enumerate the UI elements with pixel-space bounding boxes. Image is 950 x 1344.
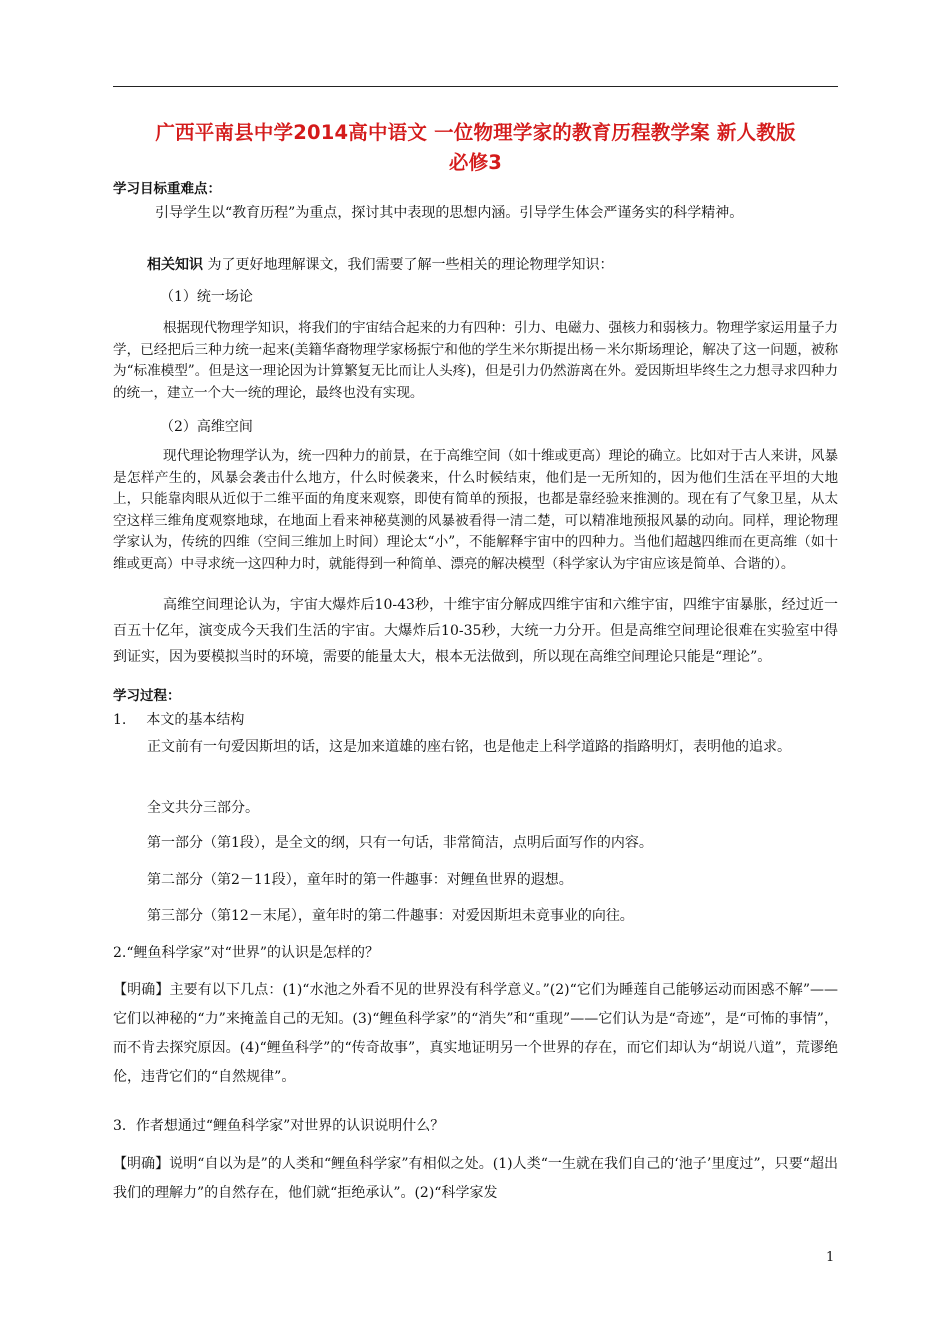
page-number: 1 bbox=[826, 1250, 835, 1265]
topic2-paragraph-2: 高维空间理论认为，宇宙大爆炸后10-43秒，十维宇宙分解成四维宇宙和六维宇宙，四维宇宙暴胀，经过近一百五十亿年，演变成今天我们生活的宇宙。大爆炸后10-35秒，大统一力分开。但是高维空间理论很难在实验室中得到证实，因为要模拟当时的环境，需要的能量太大，根本无法做到，所以现在高维空间理论只能是“理论”。 bbox=[113, 597, 838, 665]
objectives-heading: 学习目标重难点： bbox=[113, 181, 221, 197]
question-1-paragraph-3: 第一部分（第1段），是全文的纲，只有一句话，非常简洁，点明后面写作的内容。 bbox=[147, 835, 653, 851]
question-1-paragraph-4: 第二部分（第2－11段），童年时的第一件趣事：对鲤鱼世界的遐想。 bbox=[147, 872, 573, 888]
question-2-answer-label: 【明确】 bbox=[113, 982, 170, 998]
question-1-number: 1. bbox=[113, 712, 127, 728]
question-3-answer-label: 【明确】 bbox=[113, 1156, 170, 1172]
question-1-paragraph-5: 第三部分（第12－末尾），童年时的第二件趣事：对爱因斯坦未竟事业的向往。 bbox=[147, 908, 634, 924]
topic2-paragraph-1: 现代理论物理学认为，统一四种力的前景，在于高维空间（如十维或更高）理论的确立。比如对于古人来讲，风暴是怎样产生的，风暴会袭击什么地方，什么时候袭来，什么时候结束，他们是一无所知的，因为他们生活在平坦的大地上，只能靠肉眼从近似于二维平面的角度来观察，即使有简单的预报，也都是靠经验来推测的。现在有了气象卫星，从太空这样三维角度观察地球，在地面上看来神秘莫测的风暴被看得一清二楚，可以精准地预报风暴的动向。同样，理论物理学家认为，传统的四维（空间三维加上时间）理论太“小”，不能解释宇宙中的四种力。当他们超越四维而在更高维（如十维或更高）中寻求统一这四种力时，就能得到一种简单、漂亮的解决模型（科学家认为宇宙应该是简单、合谐的）。 bbox=[113, 448, 838, 572]
question-1-title bbox=[113, 707, 838, 733]
question-2-answer-text: 主要有以下几点：(1)“水池之外看不见的世界没有科学意义。”(2)“它们为睡莲自己能够运动而困惑不解”——它们以神秘的“力”来掩盖自己的无知。(3)“鲤鱼科学家”的“消失”和“重现”——它们认为是“奇迹”，是“可怖的事情”，而不肯去探究原因。(4)“鲤鱼科学”的“传奇故事”，真实地证明另一个世界的存在，而它们却认为“胡说八道”，荒谬绝伦，违背它们的“自然规律”。 bbox=[113, 982, 839, 1085]
question-3-answer-text: 说明“自以为是”的人类和“鲤鱼科学家”有相似之处。(1)人类“一生就在我们自己的‘池子’里度过”，只要“超出我们的理解力”的自然存在，他们就“拒绝承认”。(2)“科学家发 bbox=[113, 1156, 839, 1201]
topic2-heading: （2）高维空间 bbox=[160, 419, 253, 435]
process-heading: 学习过程： bbox=[113, 688, 181, 704]
related-knowledge bbox=[113, 252, 838, 278]
topic1-heading: （1）统一场论 bbox=[160, 289, 253, 305]
related-text: 为了更好地理解课文，我们需要了解一些相关的理论物理学知识： bbox=[207, 257, 614, 273]
topic1-text: 根据现代物理学知识，将我们的宇宙结合起来的力有四种：引力、电磁力、强核力和弱核力。物理学家运用量子力学，已经把后三种力统一起来(美籍华裔物理学家杨振宁和他的学生米尔斯提出杨－米尔斯场理论，解决了这一问题，被称为“标准模型”。但是这一理论因为计算繁复无比而让人头疼)，但是引力仍然游离在外。爱因斯坦毕终生之力想寻求四种力的统一，建立一个大一统的理论，最终也没有实现。 bbox=[113, 320, 838, 401]
header-rule bbox=[113, 86, 838, 87]
title-line-2: 必修3 bbox=[448, 151, 503, 174]
question-2-answer bbox=[113, 976, 838, 1092]
objectives-text: 引导学生以“教育历程”为重点，探讨其中表现的思想内涵。引导学生体会严谨务实的科学精神。 bbox=[155, 205, 744, 221]
question-1-paragraph-2: 全文共分三部分。 bbox=[147, 800, 259, 816]
question-1-paragraph-1: 正文前有一句爱因斯坦的话，这是加来道雄的座右铭，也是他走上科学道路的指路明灯，表明他的追求。 bbox=[147, 739, 791, 755]
question-1-label: 本文的基本结构 bbox=[146, 712, 245, 728]
question-2-title: 2.“鲤鱼科学家”对“世界”的认识是怎样的？ bbox=[113, 945, 379, 961]
question-3-title: 3．作者想通过“鲤鱼科学家”对世界的认识说明什么？ bbox=[113, 1118, 445, 1134]
related-heading: 相关知识 bbox=[147, 257, 203, 273]
title-line-1: 广西平南县中学2014高中语文 一位物理学家的教育历程教学案 新人教版 bbox=[155, 121, 796, 144]
question-3-answer bbox=[113, 1150, 838, 1208]
document-title bbox=[113, 118, 838, 178]
